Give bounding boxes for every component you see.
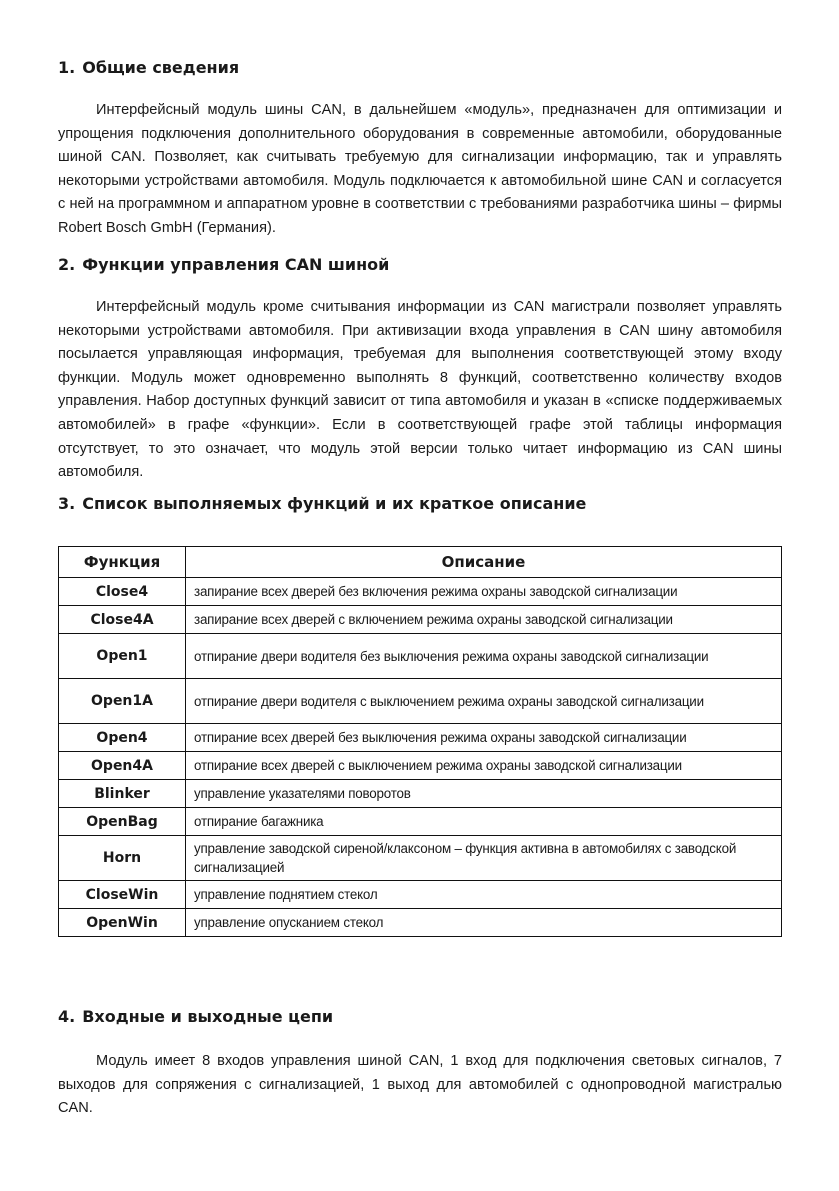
function-name: Close4A xyxy=(59,606,186,634)
function-name: Open1 xyxy=(59,634,186,679)
section-4-number: 4. xyxy=(58,1007,76,1026)
function-name: Close4 xyxy=(59,578,186,606)
function-name: Open4A xyxy=(59,752,186,780)
function-description: управление поднятием стекол xyxy=(186,881,782,909)
section-2-paragraph: Интерфейсный модуль кроме считывания информации из CAN магистрали позволяет управлять некоторыми устройствами автомобиля. При активизации входа управления в CAN шину автомобиля посылается управляющая информация, требуемая для выполнения соответствующей этому входу функции. Модуль может одновременно выполнять 8 функций, соответственно количеству входов управления. Набор доступных функций зависит от типа автомобиля и указан в «списке поддерживаемых автомобилей» в графе «функции». Если в соответствующей графе этой таблицы информация отсутствует, то это означает, что модуль этой версии только читает информацию из CAN шины автомобиля. xyxy=(58,299,782,481)
function-description: отпирание багажника xyxy=(186,808,782,836)
table-row xyxy=(59,634,782,679)
section-1-heading xyxy=(58,58,239,77)
table-row xyxy=(59,808,782,836)
table-row xyxy=(59,679,782,724)
function-name: OpenWin xyxy=(59,909,186,937)
section-2-number: 2. xyxy=(58,255,76,274)
table-row xyxy=(59,752,782,780)
section-1-number: 1. xyxy=(58,58,76,77)
section-4-title: Входные и выходные цепи xyxy=(82,1007,334,1026)
function-description: отпирание двери водителя без выключения режима охраны заводской сигнализации xyxy=(186,634,782,679)
table-row xyxy=(59,578,782,606)
table-row xyxy=(59,909,782,937)
function-name: Open4 xyxy=(59,724,186,752)
table-row xyxy=(59,881,782,909)
section-3-number: 3. xyxy=(58,494,76,513)
table-header-row xyxy=(59,547,782,578)
function-description: отпирание всех дверей без выключения режима охраны заводской сигнализации xyxy=(186,724,782,752)
function-name: OpenBag xyxy=(59,808,186,836)
table-row xyxy=(59,836,782,881)
table-row xyxy=(59,724,782,752)
section-1-title: Общие сведения xyxy=(82,58,240,77)
header-description: Описание xyxy=(186,547,782,578)
function-name: Open1A xyxy=(59,679,186,724)
function-description: управление опусканием стекол xyxy=(186,909,782,937)
section-2-title: Функции управления CAN шиной xyxy=(82,255,390,274)
function-description: отпирание всех дверей с выключением режима охраны заводской сигнализации xyxy=(186,752,782,780)
header-function: Функция xyxy=(59,547,186,578)
function-description: запирание всех дверей с включением режима охраны заводской сигнализации xyxy=(186,606,782,634)
section-3-heading xyxy=(58,494,586,513)
section-1-paragraph: Интерфейсный модуль шины CAN, в дальнейшем «модуль», предназначен для оптимизации и упрощения подключения дополнительного оборудования в современные автомобили, оборудованные шиной CAN. Позволяет, как считывать требуемую для сигнализации информацию, так и управлять некоторыми устройствами автомобиля. Модуль подключается к автомобильной шине CAN и согласуется с ней на программном и аппаратном уровне в соответствии с требованиями разработчика шины – фирмы Robert Bosch GmbH (Германия). xyxy=(58,102,782,236)
section-2-heading xyxy=(58,255,389,274)
function-description: управление указателями поворотов xyxy=(186,780,782,808)
section-3-title: Список выполняемых функций и их краткое описание xyxy=(82,494,587,513)
table-row xyxy=(59,780,782,808)
function-description: управление заводской сиреной/клаксоном – функция активна в автомобилях с заводской сигнализацией xyxy=(186,836,782,881)
function-description: отпирание двери водителя с выключением режима охраны заводской сигнализации xyxy=(186,679,782,724)
function-name: Blinker xyxy=(59,780,186,808)
section-4-paragraph: Модуль имеет 8 входов управления шиной CAN, 1 вход для подключения световых сигналов, 7 выходов для сопряжения с сигнализацией, 1 выход для автомобилей с однопроводной магистралью CAN. xyxy=(58,1053,782,1117)
functions-table xyxy=(58,546,782,937)
table-row xyxy=(59,606,782,634)
function-name: CloseWin xyxy=(59,881,186,909)
function-name: Horn xyxy=(59,836,186,881)
section-4-heading xyxy=(58,1007,333,1026)
function-description: запирание всех дверей без включения режима охраны заводской сигнализации xyxy=(186,578,782,606)
